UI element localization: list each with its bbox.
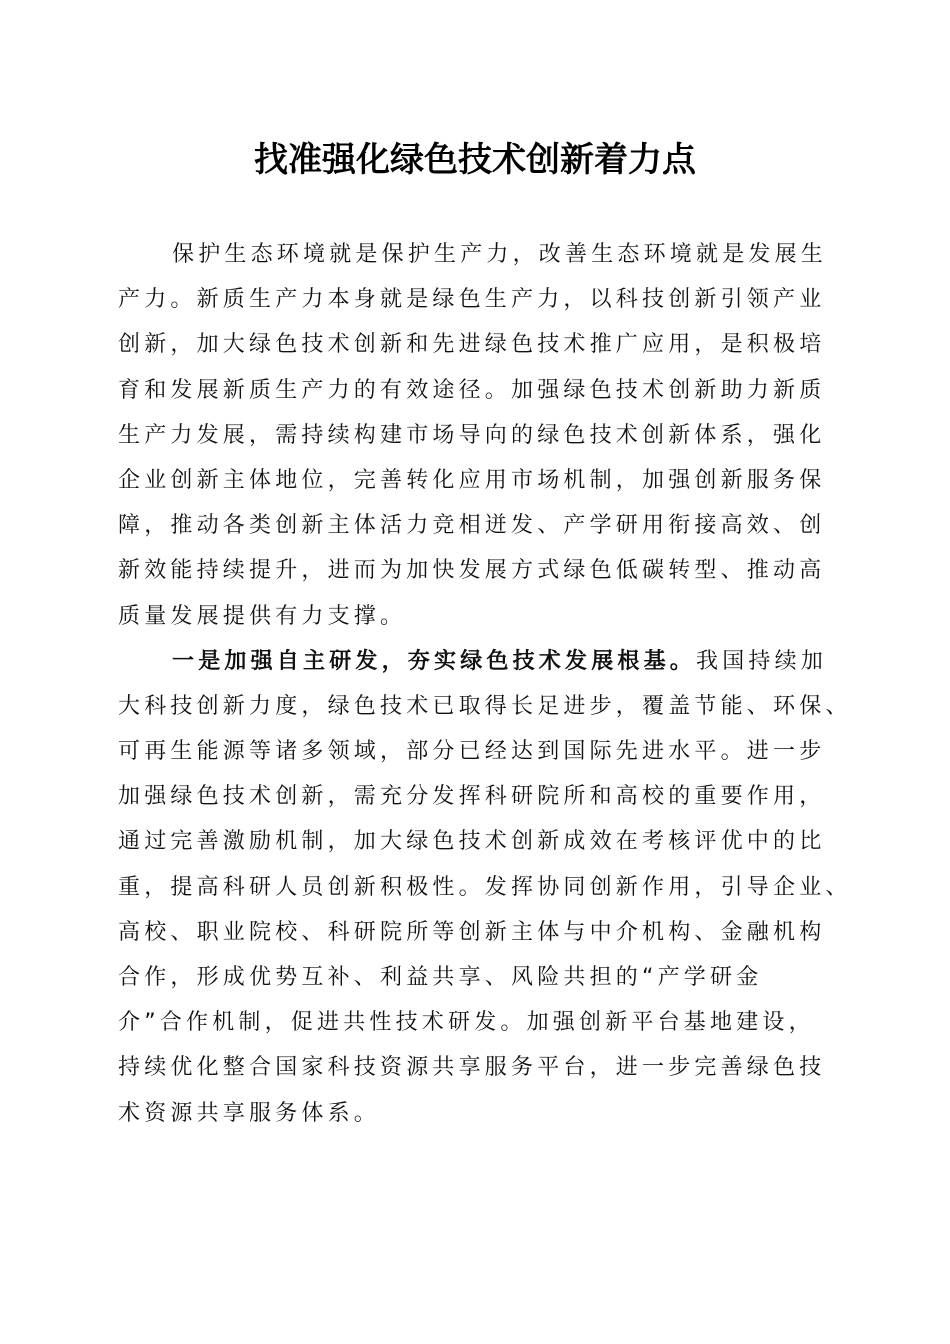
text-line: 介”合作机制，促进共性技术研发。加强创新平台基地建设， (118, 1010, 815, 1036)
text-line: 产力。新质生产力本身就是绿色生产力，以科技创新引领产业 (118, 287, 826, 313)
text-line: 高校、职业院校、科研院所等创新主体与中介机构、金融机构 (118, 919, 826, 945)
text-line: 企业创新主体地位，完善转化应用市场机制，加强创新服务保 (118, 467, 826, 493)
text-line: 术资源共享服务体系。 (118, 1100, 381, 1126)
text-line: 通过完善激励机制，加大绿色技术创新成效在考核评优中的比 (118, 829, 826, 855)
text-line: 可再生能源等诸多领域，部分已经达到国际先进水平。进一步 (118, 739, 826, 765)
text-line: 育和发展新质生产力的有效途径。加强绿色技术创新助力新质 (118, 377, 826, 403)
text-line (118, 639, 838, 684)
text-line: 质量发展提供有力支撑。 (118, 603, 407, 629)
paragraph-1 (118, 232, 838, 639)
text-span: 我国持续加 (696, 648, 828, 674)
text-line: 重，提高科研人员创新积极性。发挥协同创新作用，引导企业、 (118, 874, 852, 900)
paragraph-2 (118, 639, 852, 1136)
text-line: 保护生态环境就是保护生产力，改善生态环境就是发展生 (172, 242, 828, 267)
paragraph-lead-heading: 一是加强自主研发，夯实绿色技术发展根基。 (172, 648, 697, 674)
text-line: 加强绿色技术创新，需充分发挥科研院所和高校的重要作用， (118, 784, 826, 810)
text-line: 创新，加大绿色技术创新和先进绿色技术推广应用，是积极培 (118, 332, 826, 358)
text-line: 持续优化整合国家科技资源共享服务平台，进一步完善绿色技 (118, 1055, 826, 1081)
text-line: 大科技创新力度，绿色技术已取得长足进步，覆盖节能、环保、 (118, 693, 852, 719)
text-line: 新效能持续提升，进而为加快发展方式绿色低碳转型、推动高 (118, 558, 826, 584)
text-line: 障，推动各类创新主体活力竞相迸发、产学研用衔接高效、创 (118, 513, 826, 539)
text-line: 生产力发展，需持续构建市场导向的绿色技术创新体系，强化 (118, 422, 826, 448)
document-body (118, 232, 852, 1136)
document-title: 找准强化绿色技术创新着力点 (254, 140, 696, 180)
text-line: 合作，形成优势互补、利益共享、风险共担的“产学研金 (118, 965, 763, 990)
